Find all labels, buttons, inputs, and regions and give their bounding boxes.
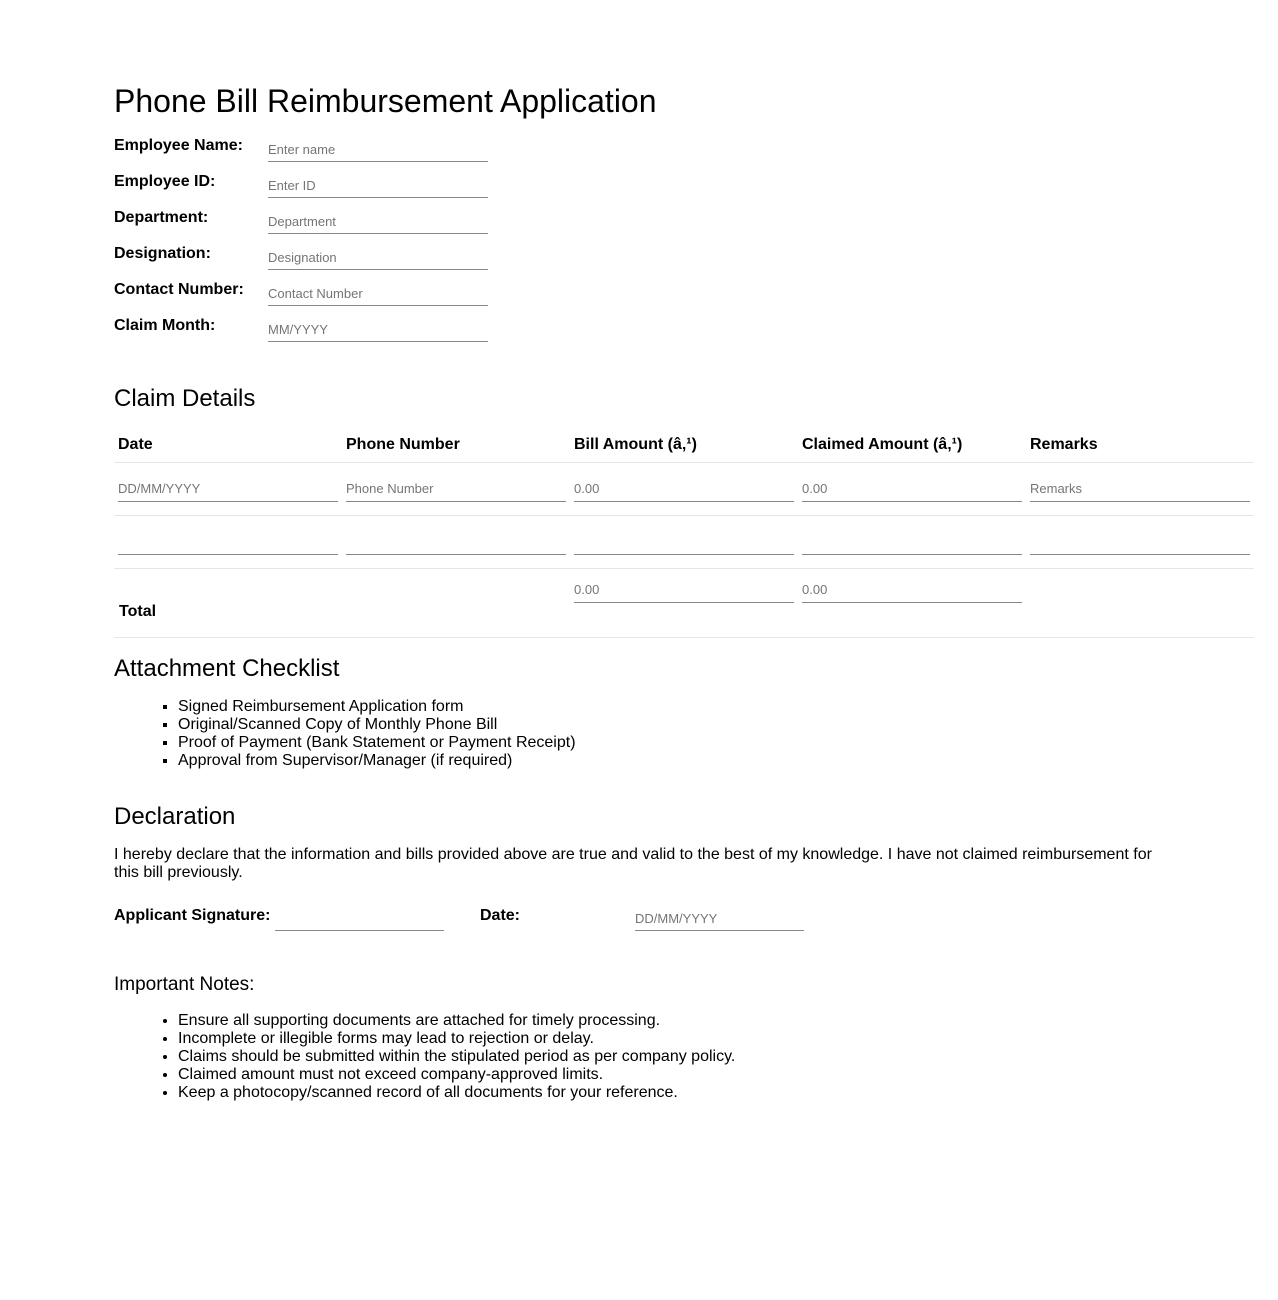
list-item: • Claimed amount must not exceed company-approved limits. (178, 1066, 735, 1084)
declaration-text: I hereby declare that the information and bills provided above are true and valid to the best of my knowledge. I have not claimed reimbursement for this bill previously. (114, 846, 1152, 881)
total-bill-amount-input[interactable] (574, 577, 794, 603)
table-row (114, 516, 1254, 569)
claim-bill-amount-input[interactable] (574, 529, 794, 555)
designation-label: Designation: (114, 245, 211, 262)
list-item: • Ensure all supporting documents are attached for timely processing. (178, 1012, 735, 1030)
column-header-date: Date (114, 428, 342, 463)
total-empty-cell (1026, 569, 1254, 638)
table-row (114, 463, 1254, 516)
declaration-heading: Declaration (114, 803, 236, 830)
claim-month-row (114, 316, 514, 352)
applicant-signature-label: Applicant Signature: (114, 907, 271, 924)
total-row (114, 569, 1254, 638)
department-row (114, 208, 514, 244)
contact-number-input[interactable] (268, 282, 488, 306)
total-label: Total (114, 569, 342, 638)
signature-date-label: Date: (480, 907, 521, 924)
column-header-bill-amount: Bill Amount (â‚¹) (570, 428, 798, 463)
important-notes-heading: Important Notes: (114, 974, 255, 995)
applicant-signature-input[interactable] (275, 906, 444, 931)
attachment-checklist-heading: Attachment Checklist (114, 655, 340, 682)
column-header-claimed-amount: Claimed Amount (â‚¹) (798, 428, 1026, 463)
claim-remarks-input[interactable] (1030, 529, 1250, 555)
list-item: ▪ Original/Scanned Copy of Monthly Phone Bill (178, 716, 576, 734)
designation-row (114, 244, 514, 280)
total-empty-cell (342, 569, 570, 638)
claim-phone-number-input[interactable] (346, 529, 566, 555)
claim-date-input[interactable] (118, 529, 338, 555)
claim-remarks-input[interactable] (1030, 476, 1250, 502)
list-item: • Keep a photocopy/scanned record of all documents for your reference. (178, 1084, 735, 1102)
claim-details-heading: Claim Details (114, 385, 256, 412)
list-item: ▪ Proof of Payment (Bank Statement or Payment Receipt) (178, 734, 576, 752)
claim-month-label: Claim Month: (114, 317, 216, 334)
claim-date-input[interactable] (118, 476, 338, 502)
designation-input[interactable] (268, 246, 488, 270)
attachment-checklist (114, 698, 576, 770)
claim-claimed-amount-input[interactable] (802, 529, 1022, 555)
employee-name-input[interactable] (268, 138, 488, 162)
claims-header-row (114, 428, 1254, 463)
list-item: ▪ Approval from Supervisor/Manager (if required) (178, 752, 576, 770)
claims-table (114, 428, 1254, 638)
contact-number-row (114, 280, 514, 316)
signature-date-input[interactable] (635, 906, 804, 931)
department-input[interactable] (268, 210, 488, 234)
employee-name-label: Employee Name: (114, 137, 243, 154)
list-item: ▪ Signed Reimbursement Application form (178, 698, 576, 716)
column-header-phone-number: Phone Number (342, 428, 570, 463)
list-item: • Claims should be submitted within the stipulated period as per company policy. (178, 1048, 735, 1066)
employee-name-row (114, 136, 514, 172)
department-label: Department: (114, 209, 209, 226)
total-claimed-amount-input[interactable] (802, 577, 1022, 603)
list-item: • Incomplete or illegible forms may lead to rejection or delay. (178, 1030, 735, 1048)
important-notes-list (114, 1012, 735, 1102)
claim-phone-number-input[interactable] (346, 476, 566, 502)
employee-id-row (114, 172, 514, 208)
claim-bill-amount-input[interactable] (574, 476, 794, 502)
employee-id-label: Employee ID: (114, 173, 216, 190)
contact-number-label: Contact Number: (114, 281, 244, 298)
column-header-remarks: Remarks (1026, 428, 1254, 463)
employee-id-input[interactable] (268, 174, 488, 198)
claim-claimed-amount-input[interactable] (802, 476, 1022, 502)
page-title: Phone Bill Reimbursement Application (114, 83, 657, 119)
claim-month-input[interactable] (268, 318, 488, 342)
